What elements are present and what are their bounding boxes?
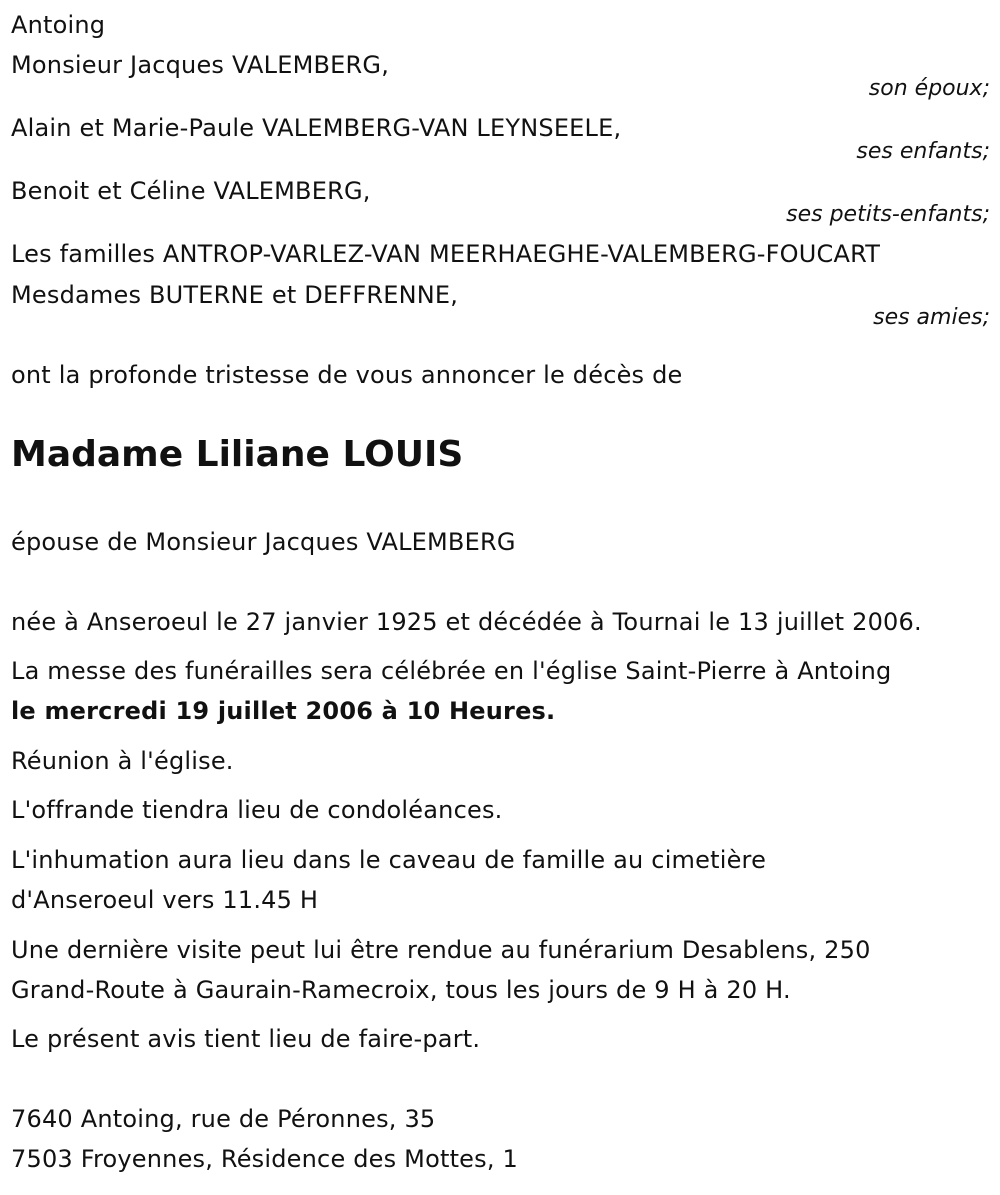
deceased-name: Madame Liliane LOUIS xyxy=(11,434,464,475)
relation-children: ses enfants; xyxy=(856,139,990,164)
address-line-2: 7503 Froyennes, Résidence des Mottes, 1 xyxy=(11,1145,518,1173)
mass-date: le mercredi 19 juillet 2006 à 10 Heures. xyxy=(11,697,556,725)
announcement-text: ont la profonde tristesse de vous annoncer le décès de xyxy=(11,361,683,389)
visit-line-1: Une dernière visite peut lui être rendue au funérarium Desablens, 250 xyxy=(11,936,871,964)
offering-line: L'offrande tiendra lieu de condoléances. xyxy=(11,796,503,824)
birth-death-line: née à Anseroeul le 27 janvier 1925 et décédée à Tournai le 13 juillet 2006. xyxy=(11,608,922,636)
family-line-families: Les familles ANTROP-VARLEZ-VAN MEERHAEGHE-VALEMBERG-FOUCART xyxy=(11,240,881,268)
family-line-spouse: Monsieur Jacques VALEMBERG, xyxy=(11,51,390,79)
place-heading: Antoing xyxy=(11,11,106,39)
notice-line: Le présent avis tient lieu de faire-part. xyxy=(11,1025,481,1053)
relation-spouse: son époux; xyxy=(868,76,990,101)
family-line-friends: Mesdames BUTERNE et DEFFRENNE, xyxy=(11,281,459,309)
burial-line-1: L'inhumation aura lieu dans le caveau de famille au cimetière xyxy=(11,846,767,874)
address-line-1: 7640 Antoing, rue de Péronnes, 35 xyxy=(11,1105,436,1133)
family-line-grandchildren: Benoit et Céline VALEMBERG, xyxy=(11,177,371,205)
burial-line-2: d'Anseroeul vers 11.45 H xyxy=(11,886,319,914)
mass-line: La messe des funérailles sera célébrée en l'église Saint-Pierre à Antoing xyxy=(11,657,892,685)
family-line-children: Alain et Marie-Paule VALEMBERG-VAN LEYNSEELE, xyxy=(11,114,622,142)
relation-grandchildren: ses petits-enfants; xyxy=(786,202,990,227)
spouse-line: épouse de Monsieur Jacques VALEMBERG xyxy=(11,528,516,556)
relation-friends: ses amies; xyxy=(873,305,990,330)
meeting-line: Réunion à l'église. xyxy=(11,747,234,775)
visit-line-2: Grand-Route à Gaurain-Ramecroix, tous les jours de 9 H à 20 H. xyxy=(11,976,791,1004)
